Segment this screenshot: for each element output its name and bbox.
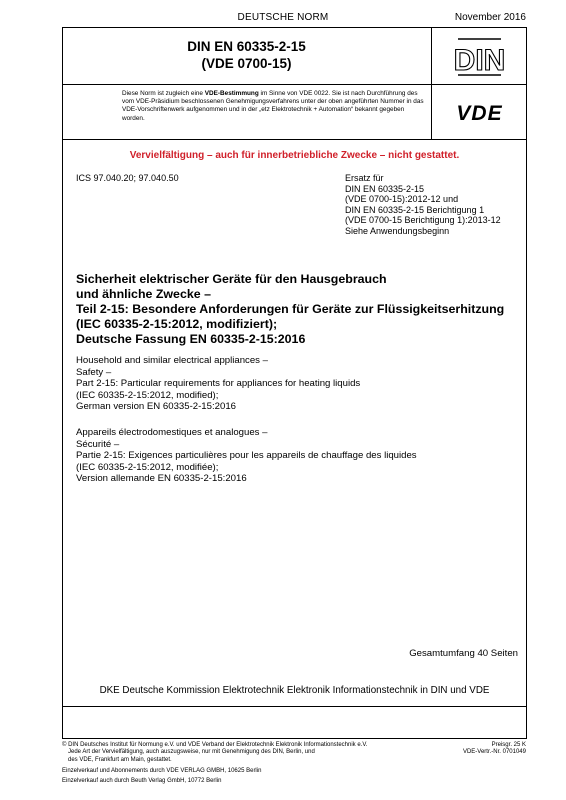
french-title-line: Partie 2-15: Exigences particulières pour les appareils de chauffage des liquides	[76, 450, 417, 462]
french-title	[76, 427, 516, 485]
vde-note-bold: VDE-Bestimmung	[204, 90, 259, 97]
german-title-line: Teil 2-15: Besondere Anforderungen für Geräte zur Flüssigkeitserhitzung	[76, 302, 505, 316]
sales-line: Einzelverkauf und Abonnements durch VDE VERLAG GMBH, 10625 Berlin	[62, 768, 262, 774]
copyright-notice	[62, 742, 417, 764]
price-info	[463, 742, 526, 757]
french-title-line: Sécurité –	[76, 438, 120, 450]
din-logo-box	[432, 27, 527, 85]
vde-logo-box	[432, 85, 527, 140]
vde-note-rest: im Sinne von VDE 0022. Sie ist nach Durchführung des vom VDE-Präsidium beschlossenen Genehmigungsverfahrens unter der oben angeführten Nummer in das VDE-Vorschriftenwerk aufgenommen und in der „etz Elektrotechnik + Automation“ bekannt gegeben worden.	[122, 90, 424, 122]
english-title-line: Safety –	[76, 366, 112, 378]
german-title	[76, 272, 516, 347]
german-title-line: Sicherheit elektrischer Geräte für den Hausgebrauch	[76, 272, 387, 286]
english-title	[76, 355, 516, 413]
replacement-note	[345, 173, 501, 237]
din-logo-text: DIN	[453, 44, 506, 77]
vde-regulation-note	[62, 85, 432, 140]
english-title-line: (IEC 60335-2-15:2012, modified);	[76, 389, 219, 401]
replacement-line: DIN EN 60335-2-15	[345, 183, 425, 194]
replacement-line: Ersatz für	[345, 173, 384, 183]
french-title-line: Appareils électrodomestiques et analogues –	[76, 427, 268, 438]
vde-logo	[432, 85, 527, 140]
page-count: Gesamtumfang 40 Seiten	[409, 648, 518, 659]
vde-logo-text: VDE	[456, 102, 503, 125]
copyright-line: des VDE, Frankfurt am Main, gestattet.	[68, 756, 172, 763]
ics-code: ICS 97.040.20; 97.040.50	[76, 173, 179, 183]
replacement-line: (VDE 0700-15):2012-12 und	[345, 194, 459, 205]
vde-classification: (VDE 0700-15)	[201, 56, 292, 71]
german-title-line: und ähnliche Zwecke –	[76, 287, 211, 301]
english-title-line: German version EN 60335-2-15:2016	[76, 401, 236, 413]
replacement-line: DIN EN 60335-2-15 Berichtigung 1	[345, 204, 485, 215]
english-title-line: Household and similar electrical appliances –	[76, 355, 268, 366]
issue-date: November 2016	[454, 12, 526, 23]
dke-commission-line: DKE Deutsche Kommission Elektrotechnik Elektronik Informationstechnik in DIN und VDE	[62, 674, 527, 707]
french-title-line: (IEC 60335-2-15:2012, modifiée);	[76, 461, 219, 473]
copy-prohibited-warning: Vervielfältigung – auch für innerbetriebliche Zwecke – nicht gestattet.	[129, 150, 460, 161]
document-type-label: DEUTSCHE NORM	[237, 12, 329, 23]
din-logo	[432, 27, 527, 85]
copyright-line: Jede Art der Vervielfältigung, auch auszugsweise, nur mit Genehmigung des DIN, Berlin, und	[68, 749, 315, 756]
replacement-line: Siehe Anwendungsbeginn	[345, 225, 450, 236]
french-title-line: Version allemande EN 60335-2-15:2016	[76, 473, 247, 485]
standard-number: DIN EN 60335-2-15	[187, 39, 306, 54]
price-group: Preisgr. 25 K	[491, 742, 526, 748]
standard-number-box	[62, 27, 432, 85]
copyright-line: © DIN Deutsches Institut für Normung e.V. und VDE Verband der Elektrotechnik Elektronik Informationstechnik e.V.	[62, 742, 368, 748]
vde-contract-number: VDE-Vertr.-Nr. 0701049	[462, 749, 526, 756]
replacement-line: (VDE 0700-15 Berichtigung 1):2013-12	[345, 215, 501, 226]
german-title-line: (IEC 60335-2-15:2012, modifiziert);	[76, 317, 278, 331]
sales-line: Einzelverkauf auch durch Beuth Verlag GmbH, 10772 Berlin	[62, 777, 222, 784]
english-title-line: Part 2-15: Particular requirements for appliances for heating liquids	[76, 378, 361, 390]
german-title-line: Deutsche Fassung EN 60335-2-15:2016	[76, 332, 306, 346]
sales-info	[62, 767, 261, 786]
vde-note-prefix: Diese Norm ist zugleich eine	[122, 90, 205, 97]
